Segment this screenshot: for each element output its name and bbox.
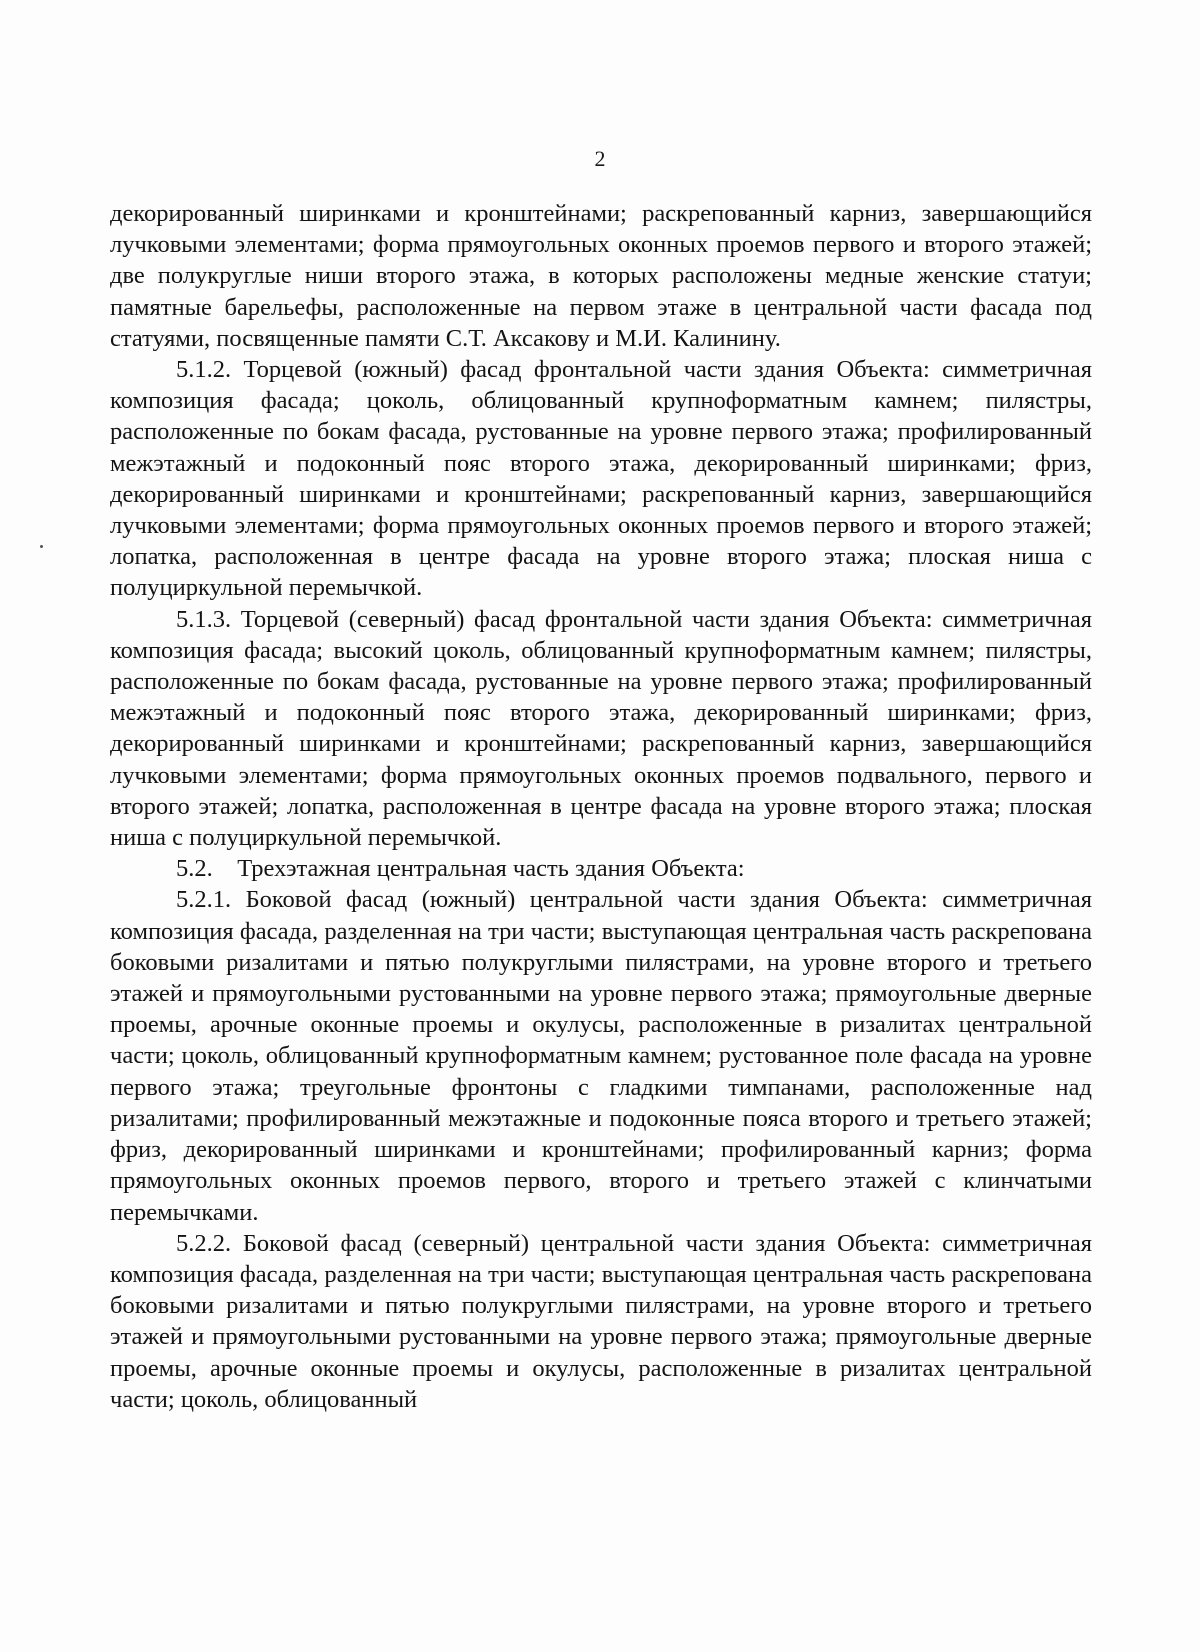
paragraph-5-1-2: 5.1.2. Торцевой (южный) фасад фронтальной части здания Объекта: симметричная композиция фасада; цоколь, облицованный крупноформатным камнем; пилястры, расположенные по бокам фасада, рустованные на уровне первого этажа; профилированный межэтажный и подоконный пояс второго этажа, декорированный ширинками; фриз, декорированный ширинками и кронштейнами; раскрепованный карниз, завершающийся лучковыми элементами; форма прямоугольных оконных проемов первого и второго этажей; лопатка, расположенная в центре фасада на уровне второго этажа; плоская ниша с полуциркульной перемычкой.	[110, 356, 1092, 602]
page-number: 2	[594, 146, 606, 171]
paragraph-1: декорированный ширинками и кронштейнами; раскрепованный карниз, завершающийся лучковыми элементами; форма прямоугольных оконных проемов первого и второго этажей; две полукруглые ниши второго этажа, в которых расположены медные женские статуи; памятные барельефы, расположенные на первом этаже в центральной части фасада под статуями, посвященные памяти С.Т. Аксакову и М.И. Калинину.	[110, 200, 1092, 352]
document-body	[110, 198, 1092, 1415]
scan-speck	[40, 545, 43, 548]
paragraph-5-2-1: 5.2.1. Боковой фасад (южный) центральной части здания Объекта: симметричная композиция фасада, разделенная на три части; выступающая центральная часть раскрепована боковыми ризалитами и пятью полукруглыми пилястрами, на уровне второго и третьего этажей и прямоугольными рустованными на уровне первого этажа; прямоугольные дверные проемы, арочные оконные проемы и окулусы, расположенные в ризалитах центральной части; цоколь, облицованный крупноформатным камнем; рустованное поле фасада на уровне первого этажа; треугольные фронтоны с гладкими тимпанами, расположенные над ризалитами; профилированный межэтажные и подоконные пояса второго и третьего этажей; фриз, декорированный ширинками и кронштейнами; профилированный карниз; форма прямоугольных оконных проемов первого, второго и третьего этажей с клинчатыми перемычками.	[110, 886, 1092, 1226]
paragraph-5-2: 5.2. Трехэтажная центральная часть здания Объекта:	[176, 855, 745, 883]
paragraph-5-1-3: 5.1.3. Торцевой (северный) фасад фронтальной части здания Объекта: симметричная композиция фасада; высокий цоколь, облицованный крупноформатным камнем; пилястры, расположенные по бокам фасада, рустованные на уровне первого этажа; профилированный межэтажный и подоконный пояс второго этажа, декорированный ширинками; фриз, декорированный ширинками и кронштейнами; раскрепованный карниз, завершающийся лучковыми элементами; форма прямоугольных оконных проемов подвального, первого и второго этажей; лопатка, расположенная в центре фасада на уровне второго этажа; плоская ниша с полуциркульной перемычкой.	[110, 605, 1092, 852]
paragraph-5-2-2: 5.2.2. Боковой фасад (северный) центральной части здания Объекта: симметричная композиция фасада, разделенная на три части; выступающая центральная часть раскрепована боковыми ризалитами и пятью полукруглыми пилястрами, на уровне второго и третьего этажей и прямоугольными рустованными на уровне первого этажа; прямоугольные дверные проемы, арочные оконные проемы и окулусы, расположенные в ризалитах центральной части; цоколь, облицованный	[110, 1229, 1092, 1413]
